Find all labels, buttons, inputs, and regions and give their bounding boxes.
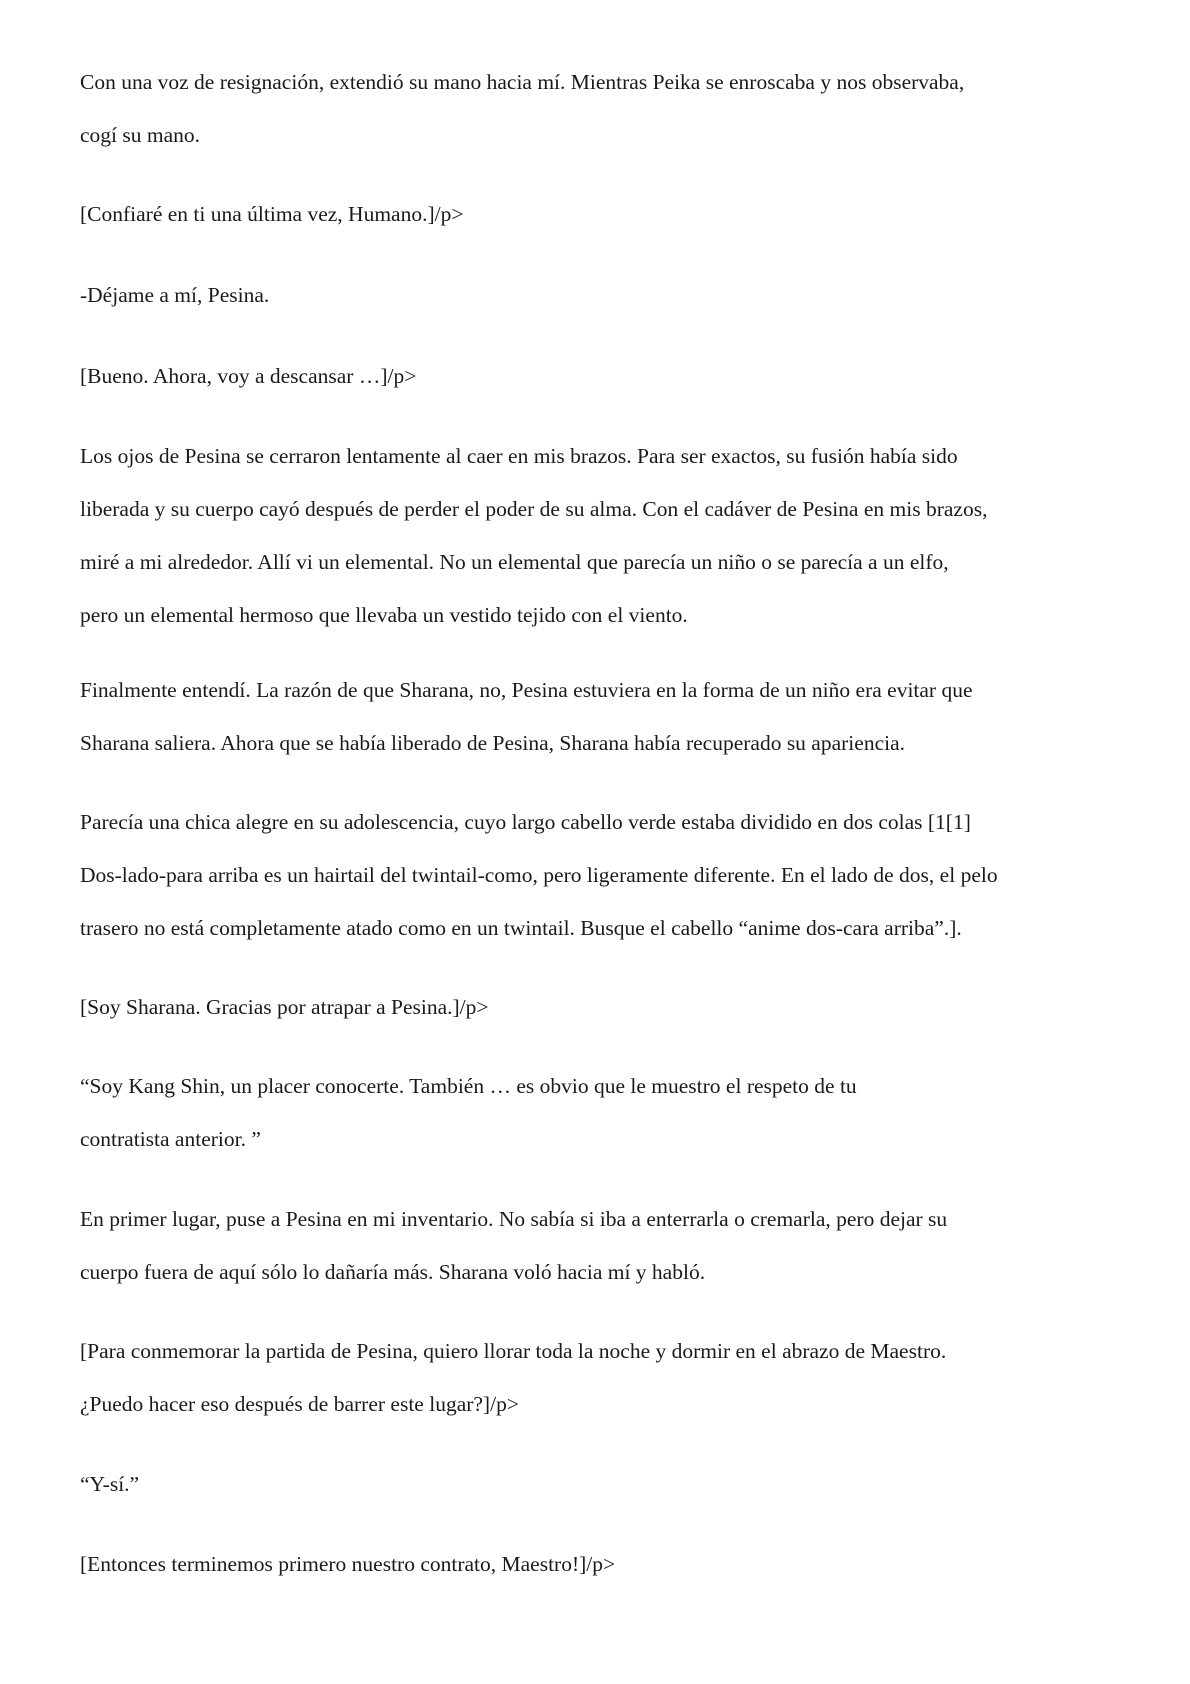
paragraph-11 (80, 1325, 1140, 1431)
text-line: liberada y su cuerpo cayó después de perder el poder de su alma. Con el cadáver de Pesina en mis brazos, (80, 497, 988, 521)
text-line: -Déjame a mí, Pesina. (80, 283, 270, 307)
paragraph-1 (80, 56, 1140, 162)
text-line: cuerpo fuera de aquí sólo lo dañaría más. Sharana voló hacia mí y habló. (80, 1260, 706, 1284)
text-line: Los ojos de Pesina se cerraron lentamente al caer en mis brazos. Para ser exactos, su fusión había sido (80, 444, 958, 468)
text-line: ¿Puedo hacer eso después de barrer este lugar?]/p> (80, 1392, 519, 1416)
text-line: En primer lugar, puse a Pesina en mi inventario. No sabía si iba a enterrarla o cremarla, pero dejar su (80, 1207, 948, 1231)
paragraph-10 (80, 1193, 1140, 1299)
text-line: [Soy Sharana. Gracias por atrapar a Pesina.]/p> (80, 995, 489, 1019)
paragraph-2 (80, 188, 1140, 241)
text-line: cogí su mano. (80, 123, 201, 147)
paragraph-8 (80, 981, 1140, 1034)
paragraph-7 (80, 796, 1140, 955)
paragraph-6 (80, 664, 1140, 770)
text-line: [Entonces terminemos primero nuestro contrato, Maestro!]/p> (80, 1552, 616, 1576)
text-line: [Para conmemorar la partida de Pesina, quiero llorar toda la noche y dormir en el abrazo de Maestro. (80, 1339, 947, 1363)
text-line: pero un elemental hermoso que llevaba un vestido tejido con el viento. (80, 603, 688, 627)
text-line: Dos-lado-para arriba es un hairtail del twintail-como, pero ligeramente diferente. En el lado de dos, el pelo (80, 863, 998, 887)
text-line: contratista anterior. ” (80, 1127, 261, 1151)
text-line: [Confiaré en ti una última vez, Humano.]/p> (80, 202, 464, 226)
text-line: Con una voz de resignación, extendió su mano hacia mí. Mientras Peika se enroscaba y nos observaba, (80, 70, 965, 94)
text-line: trasero no está completamente atado como en un twintail. Busque el cabello “anime dos-cara arriba”.]. (80, 916, 962, 940)
paragraph-9 (80, 1060, 1140, 1166)
text-line: Sharana saliera. Ahora que se había liberado de Pesina, Sharana había recuperado su apariencia. (80, 731, 905, 755)
text-line: miré a mi alrededor. Allí vi un elemental. No un elemental que parecía un niño o se parecía a un elfo, (80, 550, 949, 574)
paragraph-12 (80, 1458, 1140, 1511)
paragraph-3 (80, 269, 1140, 322)
paragraph-4 (80, 350, 1140, 403)
text-line: [Bueno. Ahora, voy a descansar …]/p> (80, 364, 417, 388)
paragraph-13 (80, 1538, 1140, 1591)
text-line: Parecía una chica alegre en su adolescencia, cuyo largo cabello verde estaba dividido en dos colas [1[1] (80, 810, 971, 834)
text-line: “Soy Kang Shin, un placer conocerte. También … es obvio que le muestro el respeto de tu (80, 1074, 857, 1098)
paragraph-5 (80, 430, 1140, 642)
text-line: Finalmente entendí. La razón de que Sharana, no, Pesina estuviera en la forma de un niño era evitar que (80, 678, 973, 702)
text-line: “Y-sí.” (80, 1472, 140, 1496)
